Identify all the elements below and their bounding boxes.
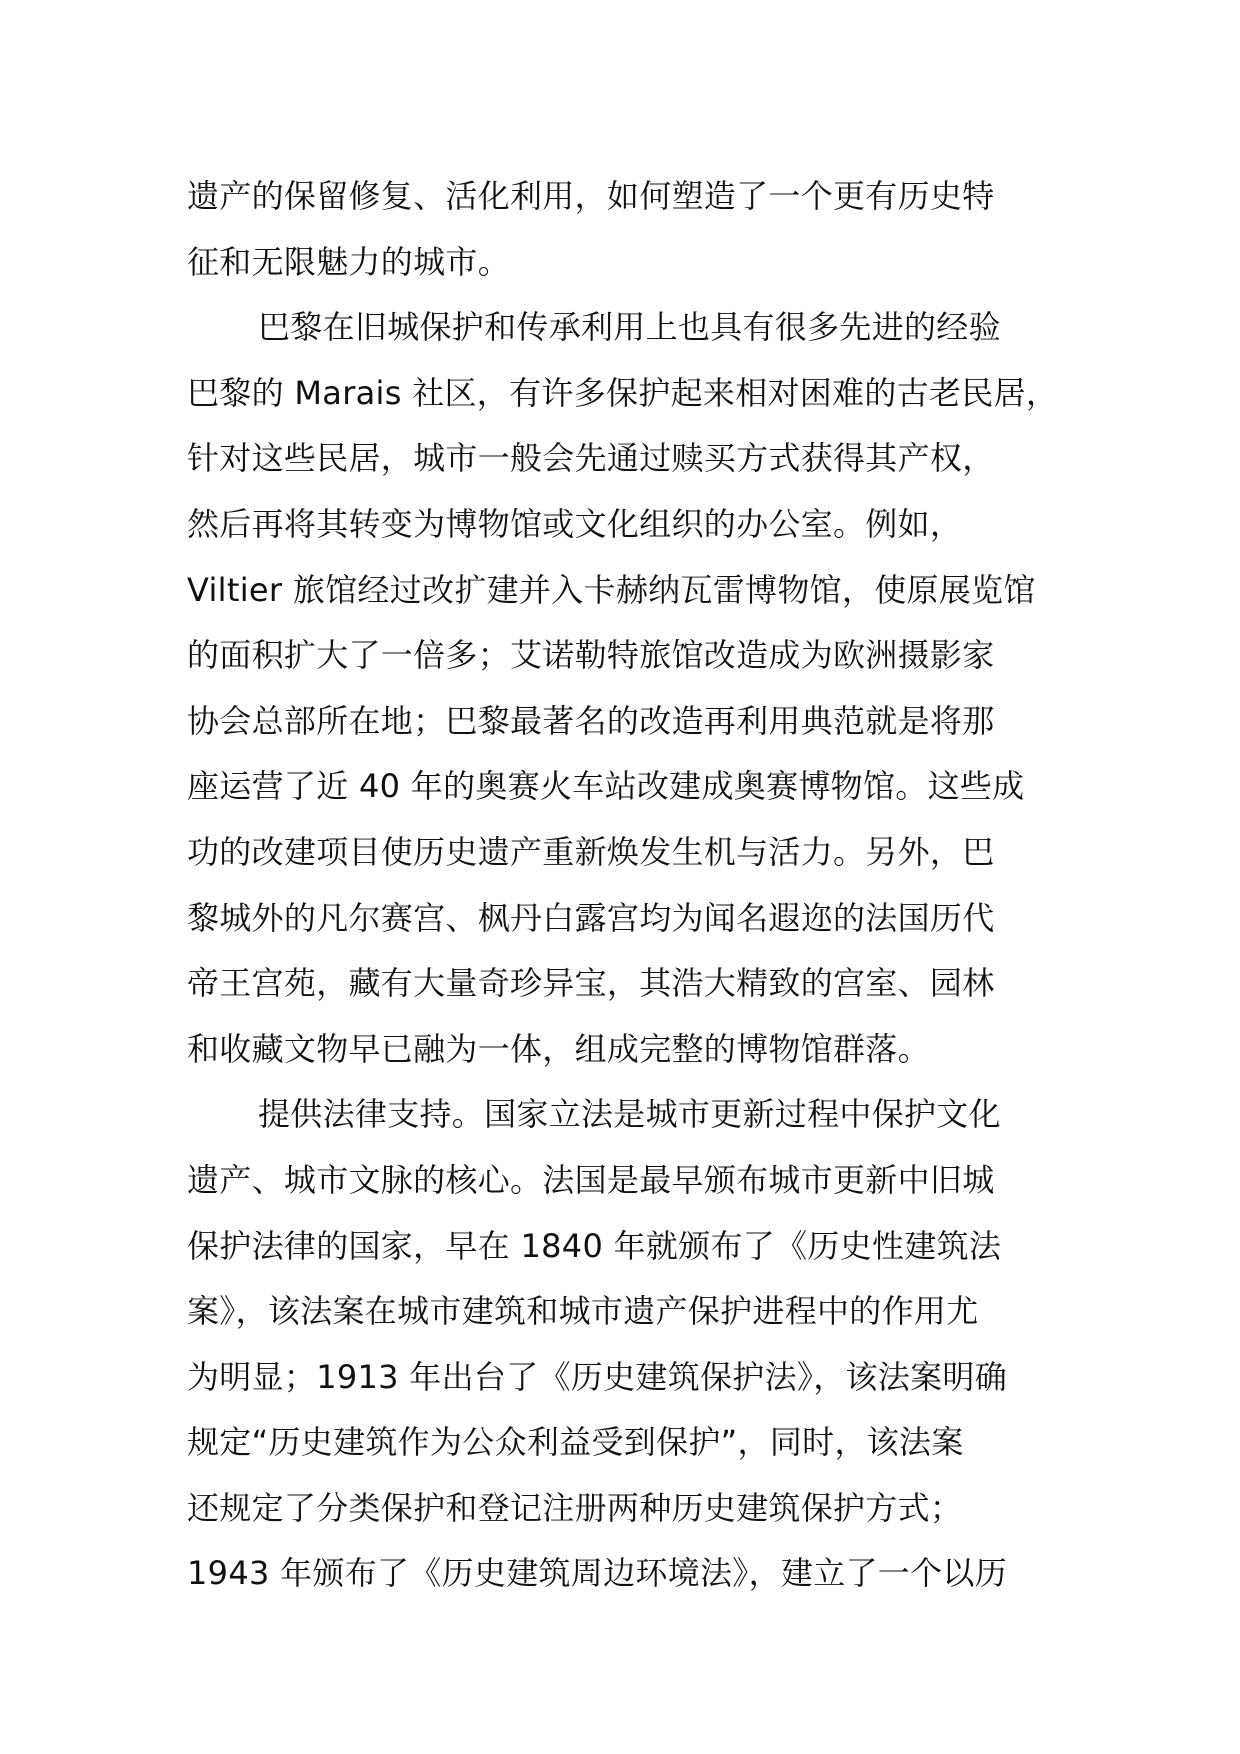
text-line: 遗产、城市文脉的核心。法国是最早颁布城市更新中旧城 [187,1160,995,1199]
text-line: 1943 年颁布了《历史建筑周边环境法》，建立了一个以历 [187,1554,1008,1593]
text-line: Viltier 旅馆经过改扩建并入卡赫纳瓦雷博物馆，使原展览馆 [187,570,1036,609]
text-line: 和收藏文物早已融为一体，组成完整的博物馆群落。 [187,1029,930,1068]
text-line: 的面积扩大了一倍多；艾诺勒特旅馆改造成为欧洲摄影家 [187,636,995,675]
body-text [187,164,1059,1607]
text-line: 座运营了近 40 年的奥赛火车站改建成奥赛博物馆。这些成 [187,767,1025,806]
text-line: 规定“历史建筑作为公众利益受到保护”，同时，该法案 [187,1423,964,1462]
text-line: 针对这些民居，城市一般会先通过赎买方式获得其产权， [187,439,995,478]
text-line: 协会总部所在地；巴黎最著名的改造再利用典范就是将那 [187,701,995,740]
paragraph-start-line: 巴黎在旧城保护和传承利用上也具有很多先进的经验 [258,308,1001,347]
text-line: 帝王宫苑，藏有大量奇珍异宝，其浩大精致的宫室、园林 [187,964,995,1003]
text-line: 为明显；1913 年出台了《历史建筑保护法》，该法案明确 [187,1357,1008,1396]
text-line: 征和无限魅力的城市。 [187,242,511,281]
text-line: 还规定了分类保护和登记注册两种历史建筑保护方式； [187,1488,963,1527]
text-line: 黎城外的凡尔赛宫、枫丹白露宫均为闻名遐迩的法国历代 [187,898,995,937]
paragraph-start-line: 提供法律支持。国家立法是城市更新过程中保护文化 [258,1095,1001,1134]
text-line: 保护法律的国家，早在 1840 年就颁布了《历史性建筑法 [187,1226,1002,1265]
text-line: 案》，该法案在城市建筑和城市遗产保护进程中的作用尤 [187,1292,979,1331]
text-line: 巴黎的 Marais 社区，有许多保护起来相对困难的古老民居， [187,373,1059,412]
text-line: 功的改建项目使历史遗产重新焕发生机与活力。另外，巴 [187,832,995,871]
text-line: 然后再将其转变为博物馆或文化组织的办公室。例如， [187,504,963,543]
text-line: 遗产的保留修复、活化利用，如何塑造了一个更有历史特 [187,177,995,215]
